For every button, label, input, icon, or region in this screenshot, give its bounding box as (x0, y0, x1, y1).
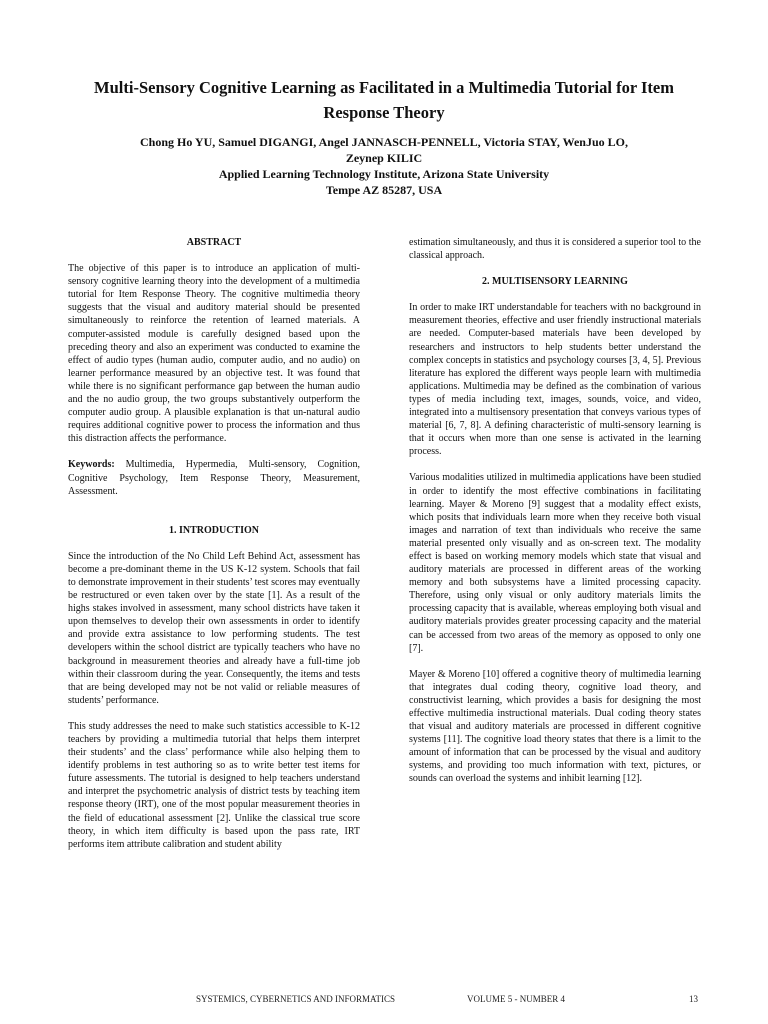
abstract-heading: ABSTRACT (186, 237, 242, 248)
page-number: 13 (689, 994, 698, 1004)
introduction-paragraph-2: This study addresses the need to make such statistics accessible to K-12 teachers by providing a multimedia tutorial that helps them interpret their students’ and the class’ performance while also helping them to identify problems in test authoring so as to write better test items for future assessments. The tutorial is designed to help teachers understand and interpret the psychometric analysis of district tests by teaching item response theory (IRT), one of the most popular measurement theories in the field of educational assessment [2]. Unlike the classical true score theory, in which item difficulty is based upon the pass rate, IRT performs item attribute calibration and student ability (68, 720, 360, 850)
left-column (68, 236, 360, 864)
introduction-paragraph-1: Since the introduction of the No Child Left Behind Act, assessment has become a pre-dominant theme in the US K-12 system. Schools that fail to demonstrate improvement in their students’ test scores may eventually be restructured or even taken over by the state [1]. As a result of the highs stakes involved in assessment, many school districts have taken it upon themselves to develop their own assessments in order to identify and provide extra assistance to low performing students. The test developers within the school district are typically teachers who have no background in measurement theories and already have a full-time job within their classroom during the year. Consequently, the items and tests that are being developed may not be not valid or reliable measures of students’ performance. (68, 550, 360, 706)
right-column (409, 236, 701, 799)
page-footer (0, 992, 768, 1006)
keywords (68, 458, 360, 497)
paper-title: Multi-Sensory Cognitive Learning as Facilitated in a Multimedia Tutorial for Item Response Theory (94, 78, 674, 122)
volume-number: VOLUME 5 - NUMBER 4 (467, 994, 565, 1004)
keywords-label: Keywords: (68, 459, 115, 471)
author-block (80, 134, 688, 198)
authors-line-1: Chong Ho YU, Samuel DIGANGI, Angel JANNASCH-PENNELL, Victoria STAY, WenJuo LO, (140, 135, 628, 149)
multisensory-paragraph-1: In order to make IRT understandable for teachers with no background in measurement theories, effective and user friendly instructional materials are needed. Computer-based materials have been developed by researchers and instructors to help students better understand the complex concepts in statistics and psychology courses [3, 4, 5]. Previous literature has explored the different ways people learn with multimedia applications. Multimedia may be defined as the combination of various types of media including text, images, sounds, voice, and video, integrated into a multisensory presentation that conveys various types of material [6, 7, 8]. A defining characteristic of multi-sensory learning is that it occurs when more than one sense is activated in the learning process. (409, 302, 701, 458)
affiliation: Applied Learning Technology Institute, Arizona State University (218, 167, 550, 181)
multisensory-heading: 2. MULTISENSORY LEARNING (482, 276, 628, 288)
introduction-heading: 1. INTRODUCTION (168, 524, 259, 536)
continued-paragraph: estimation simultaneously, and thus it is considered a superior tool to the classical approach. (409, 237, 701, 262)
keywords-text: Multimedia, Hypermedia, Multi-sensory, Cognition, Cognitive Psychology, Item Response Theory, Measurement, Assessment. (68, 459, 360, 497)
address: Tempe AZ 85287, USA (325, 183, 443, 197)
authors-line-2: Zeynep KILIC (345, 151, 423, 165)
journal-name: SYSTEMICS, CYBERNETICS AND INFORMATICS (196, 994, 396, 1004)
multisensory-paragraph-3: Mayer & Moreno [10] offered a cognitive theory of multimedia learning that integrates dual coding theory, cognitive load theory, and constructivist learning, which provides a basis for designing the most effective multimedia instructional materials. Dual coding theory states that visual and auditory materials are processed in different cognitive systems [11]. The cognitive load theory states that there is a limit to the amount of information that can be processed by the visual and auditory systems, and providing too much information with text, pictures, or sounds can overload the systems and inhibit learning [12]. (409, 668, 701, 785)
abstract-text: The objective of this paper is to introduce an application of multi-sensory cognitive learning theory into the development of a multimedia tutorial for Item Response Theory. The cognitive multimedia theory suggests that the visual and auditory material should be presented simultaneously to reinforce the retention of learned materials. A computer-assisted module is carefully designed based upon the preceding theory and also an experiment was conducted to examine the effect of audio types (human audio, computer audio, and no audio) on learner performance measured by an objective test. It was found that while there is no significant performance gap between the human audio and the no audio group, the two groups substantively outperform the computer audio group. A plausible explanation is that un-natural audio requires additional cognitive power to process the information and thus this distraction affects the performance. (68, 263, 360, 445)
multisensory-paragraph-2: Various modalities utilized in multimedia applications have been studied in order to identify the most effective combinations in facilitating learning. Mayer & Moreno [9] suggest that a modality effect exists, which posits that individuals learn more when they receive both visual images and narration of text than individuals who receive the same material presented only visually and as on-screen text. The modality effect is based on working memory models which state that visual and auditory materials are processed in different areas of the working memory and both subsystems have a limited processing capacity. Therefore, using only visual or only auditory materials limits the processing capacity that is available, whereas employing both visual and auditory materials provides greater processing capacity and the material can be accessed from two areas of the memory as opposed to only one [7]. (409, 472, 701, 654)
